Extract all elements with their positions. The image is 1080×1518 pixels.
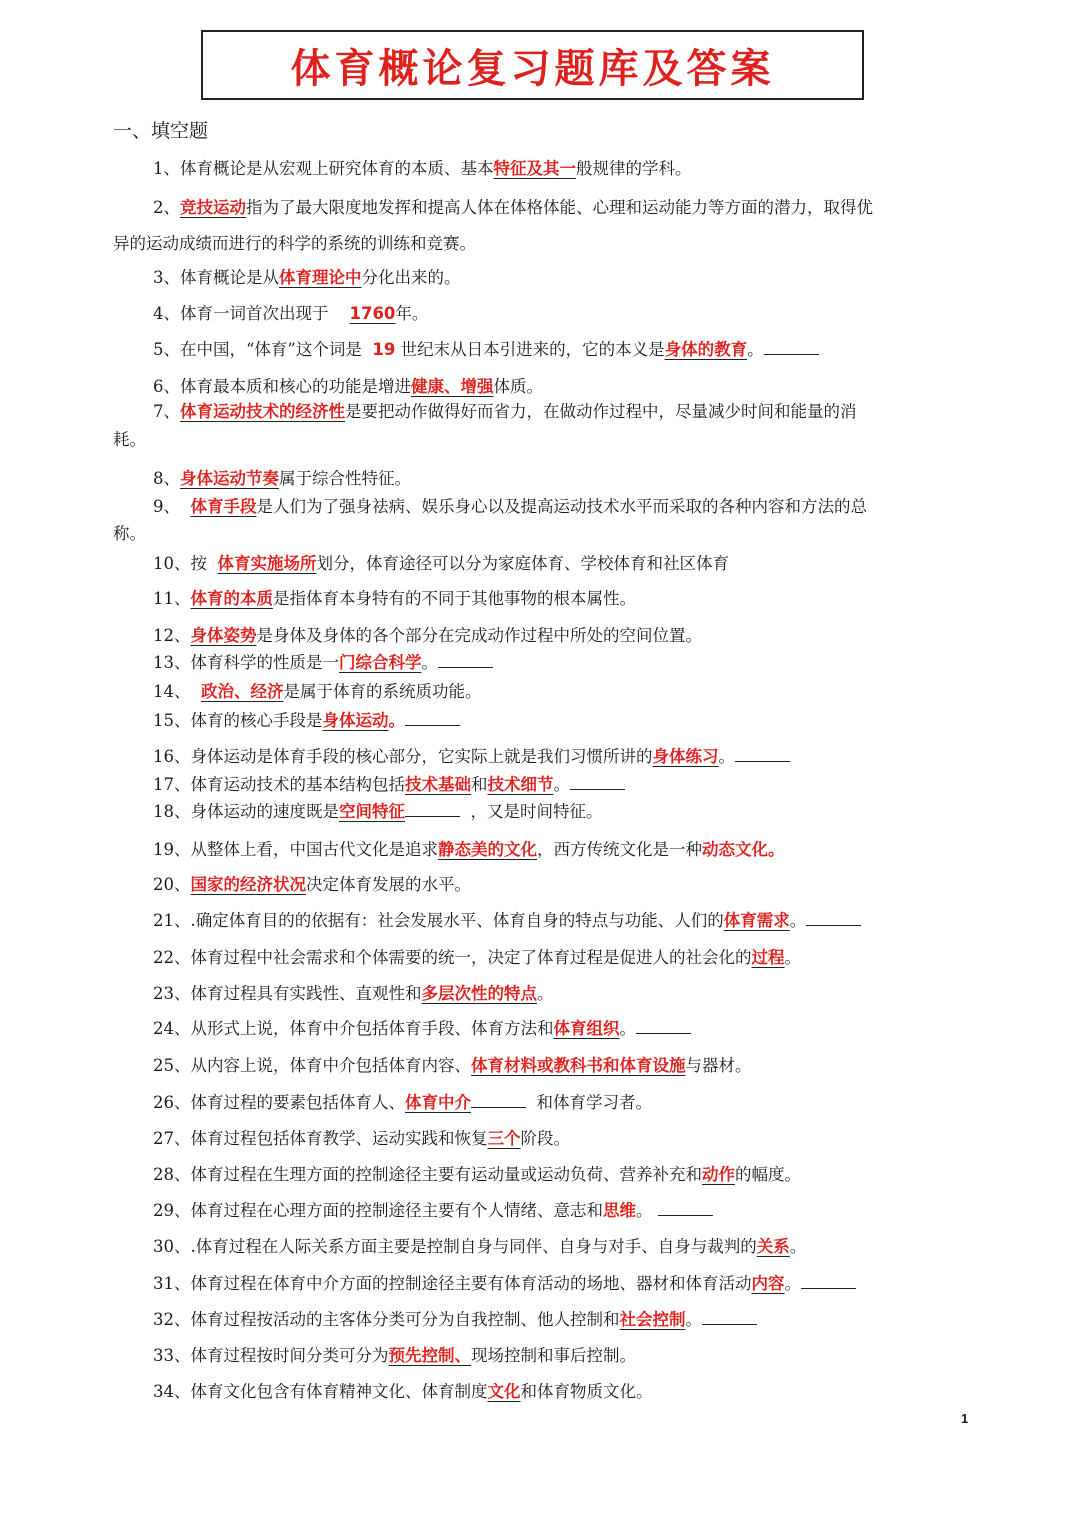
question-text: 6、体育最本质和核心的功能是增进 [153,377,411,396]
question-text: 21、.确定体育目的的依据有：社会发展水平、体育自身的特点与功能、人们的 [153,911,724,930]
question-text: 。 [747,340,764,359]
question-item [113,398,888,454]
question-text: 。 [789,1237,807,1256]
answer-text: 竞技运动 [180,198,246,217]
question-text: 8、 [153,469,180,488]
question-item [113,1161,888,1189]
question-item [113,155,888,183]
answer-blank [471,1093,526,1108]
question-text: 14、 [153,682,201,701]
question-item [113,1270,888,1298]
question-item [113,1015,888,1043]
answer-text: 技术基础 [405,775,471,794]
question-text: 2、 [153,198,180,217]
question-text: 决定体育发展的水平。 [306,875,471,894]
answer-text: 身体运动 [322,711,389,730]
question-text: ，西方传统文化是一种 [537,840,702,859]
question-item [113,1233,888,1261]
answer-text: 动态文化。 [702,840,785,859]
answer-blank [636,1019,691,1034]
answer-text: 特征及其一 [493,159,576,178]
question-item [113,649,888,677]
question-text: 。 [421,653,438,672]
question-item [113,707,888,735]
question-item [113,1125,888,1153]
question-text: 指为了最大限度地发挥和提高人体在体格体能、心理和运动能力等方面的潜力，取得优异的运动成绩而进行的科学的系统的训练和竞赛。 [113,198,873,253]
answer-blank [764,340,819,355]
question-text: 4、体育一词首次出现于 [153,304,350,323]
question-text: 和体育物质文化。 [520,1382,653,1401]
answer-blank [801,1274,856,1289]
question-item [113,944,888,972]
page-number: 1 [961,1411,969,1426]
answer-text: 体育组织 [553,1019,620,1038]
answer-blank [438,653,493,668]
answer-blank [658,1201,713,1216]
answer-text: 内容 [751,1274,785,1293]
question-text: 属于综合性特征。 [279,469,411,488]
answer-text: 动作 [702,1165,735,1184]
question-text: 。 [537,984,554,1003]
question-text: 。 [789,911,807,930]
question-text: 。 [619,1019,636,1038]
question-text: 与器材。 [685,1056,752,1075]
answer-text: 体育需求 [723,911,790,930]
question-text: 分化出来的。 [361,268,461,287]
question-text: 24、从形式上说，体育中介包括体育手段、体育方法和 [153,1019,554,1038]
answer-text: 社会控制 [619,1310,686,1329]
answer-text: 体育实施场所 [217,554,317,573]
question-text: ，又是时间特征。 [460,802,603,821]
question-item [113,1306,888,1334]
answer-text: 1760 [349,304,396,323]
question-item [113,585,888,613]
answer-blank [405,802,460,817]
answer-text: 身体的教育 [664,340,748,359]
answer-text: 空间特征 [339,802,405,821]
question-text: 般规律的学科。 [576,159,692,178]
question-text: 17、体育运动技术的基本结构包括 [153,775,405,794]
question-item [113,980,888,1008]
question-text: 31、体育过程在体育中介方面的控制途径主要有体育活动的场地、器材和体育活动 [153,1274,752,1293]
question-text: 33、体育过程按时间分类可分为 [153,1346,389,1365]
answer-text: 关系 [756,1237,790,1256]
question-text: 25、从内容上说，体育中介包括体育内容、 [153,1056,471,1075]
question-item [113,1089,888,1117]
answer-text: 多层次性的特点 [421,984,537,1003]
answer-text: 身体姿势 [190,626,257,645]
question-item [113,373,888,401]
question-text: 。 [784,948,801,967]
question-text: 16、身体运动是体育手段的核心部分，它实际上就是我们习惯所讲的 [153,747,653,766]
question-text: 30、.体育过程在人际关系方面主要是控制自身与同伴、自身与对手、自身与裁判的 [153,1237,757,1256]
question-text: 15、体育的核心手段是 [153,711,323,730]
question-text: 是属于体育的系统质功能。 [283,682,482,701]
question-item [113,493,888,547]
question-text: 是要把动作做得好而省力，在做动作过程中，尽量减少时间和能量的消耗。 [113,402,857,449]
question-text: 19、从整体上看，中国古代文化是追求 [153,840,438,859]
question-text: 23、体育过程具有实践性、直观性和 [153,984,422,1003]
question-text: 是身体及身体的各个部分在完成动作过程中所处的空间位置。 [256,626,702,645]
question-text: 29、体育过程在心理方面的控制途径主要有个人情绪、意志和 [153,1201,603,1220]
answer-text: 门综合科学 [339,653,422,672]
question-text: 1、体育概论是从宏观上研究体育的本质、基本 [153,159,494,178]
answer-blank [735,747,790,762]
answer-text: 健康、增强 [411,377,494,396]
answer-text: 文化 [487,1382,521,1401]
question-text: 10、按 [153,554,218,573]
answer-text: 体育运动技术的经济性 [180,402,345,421]
question-text: 28、体育过程在生理方面的控制途径主要有运动量或运动负荷、营养补充和 [153,1165,702,1184]
question-text: 和体育学习者。 [526,1093,652,1112]
answer-blank [405,711,460,726]
question-text: 20、 [153,875,191,894]
question-item [113,798,888,826]
answer-blank [806,911,861,926]
question-item [113,336,888,364]
answer-text: 身体运动节奏 [180,469,279,488]
question-item [113,1197,888,1225]
question-item [113,771,888,799]
document-title: 体育概论复习题库及答案 [290,45,775,92]
answer-text: 预先控制、 [388,1346,471,1365]
question-text: 年。 [395,304,429,323]
question-text: 22、体育过程中社会需求和个体需要的统一，决定了体育过程是促进人的社会化的 [153,948,752,967]
question-text: 阶段。 [520,1129,570,1148]
question-item [113,1342,888,1370]
answer-text: 思维 [603,1201,636,1220]
question-text: 。 [553,775,570,794]
question-item [113,836,888,864]
question-text: 。 [784,1274,801,1293]
question-text: 34、体育文化包含有体育精神文化、体育制度 [153,1382,488,1401]
question-item [113,622,888,650]
question-item [113,1052,888,1080]
answer-text: 三个 [487,1129,521,1148]
answer-text: 过程 [751,948,785,967]
question-item [113,871,888,899]
question-text: 5、在中国，“体育”这个词是 [153,340,373,359]
question-text: 是指体育本身特有的不同于其他事物的根本属性。 [273,589,636,608]
answer-text: 。 [388,711,405,730]
answer-text: 体育中介 [405,1093,471,1112]
answer-text: 静态美的文化 [438,840,537,859]
question-text: 。 [685,1310,702,1329]
answer-blank [702,1310,757,1325]
question-text: 和 [471,775,488,794]
question-text: 11、 [153,589,191,608]
answer-text: 技术细节 [487,775,554,794]
question-text: 9、 [153,497,191,516]
answer-text: 身体练习 [652,747,719,766]
answer-text: 体育手段 [190,497,257,516]
question-item [113,1378,888,1406]
question-text: 3、体育概论是从 [153,268,279,287]
section-heading: 一、填空题 [113,120,209,142]
question-item [113,907,888,935]
answer-text: 19 [372,340,396,359]
question-text: 7、 [153,402,180,421]
question-text: 12、 [153,626,191,645]
question-text: 的幅度。 [735,1165,801,1184]
question-text: 26、体育过程的要素包括体育人、 [153,1093,405,1112]
question-text: 。 [718,747,735,766]
question-text: 18、身体运动的速度既是 [153,802,339,821]
question-text: 是人们为了强身祛病、娱乐身心以及提高运动技术水平而采取的各种内容和方法的总称。 [113,497,867,543]
question-text: 现场控制和事后控制。 [471,1346,636,1365]
answer-text: 体育的本质 [190,589,273,608]
question-text: 体质。 [493,377,543,396]
question-text: 27、体育过程包括体育教学、运动实践和恢复 [153,1129,488,1148]
question-text: 32、体育过程按活动的主客体分类可分为自我控制、他人控制和 [153,1310,620,1329]
question-item [113,678,888,706]
answer-blank [570,775,625,790]
question-item [113,550,888,578]
question-text: 世纪末从日本引进来的，它的本义是 [395,340,665,359]
question-text: 划分，体育途径可以分为家庭体育、学校体育和社区体育 [316,554,729,573]
answer-text: 体育理论中 [279,268,362,287]
question-text: 。 [636,1201,658,1220]
question-item [113,300,888,328]
question-item [113,190,888,262]
question-item [113,465,888,493]
title-box [201,30,864,100]
question-item [113,264,888,292]
answer-text: 政治、经济 [201,682,284,701]
answer-text: 国家的经济状况 [190,875,306,894]
question-text: 13、体育科学的性质是一 [153,653,339,672]
answer-text: 体育材料或教科书和体育设施 [471,1056,686,1075]
question-item [113,743,888,771]
